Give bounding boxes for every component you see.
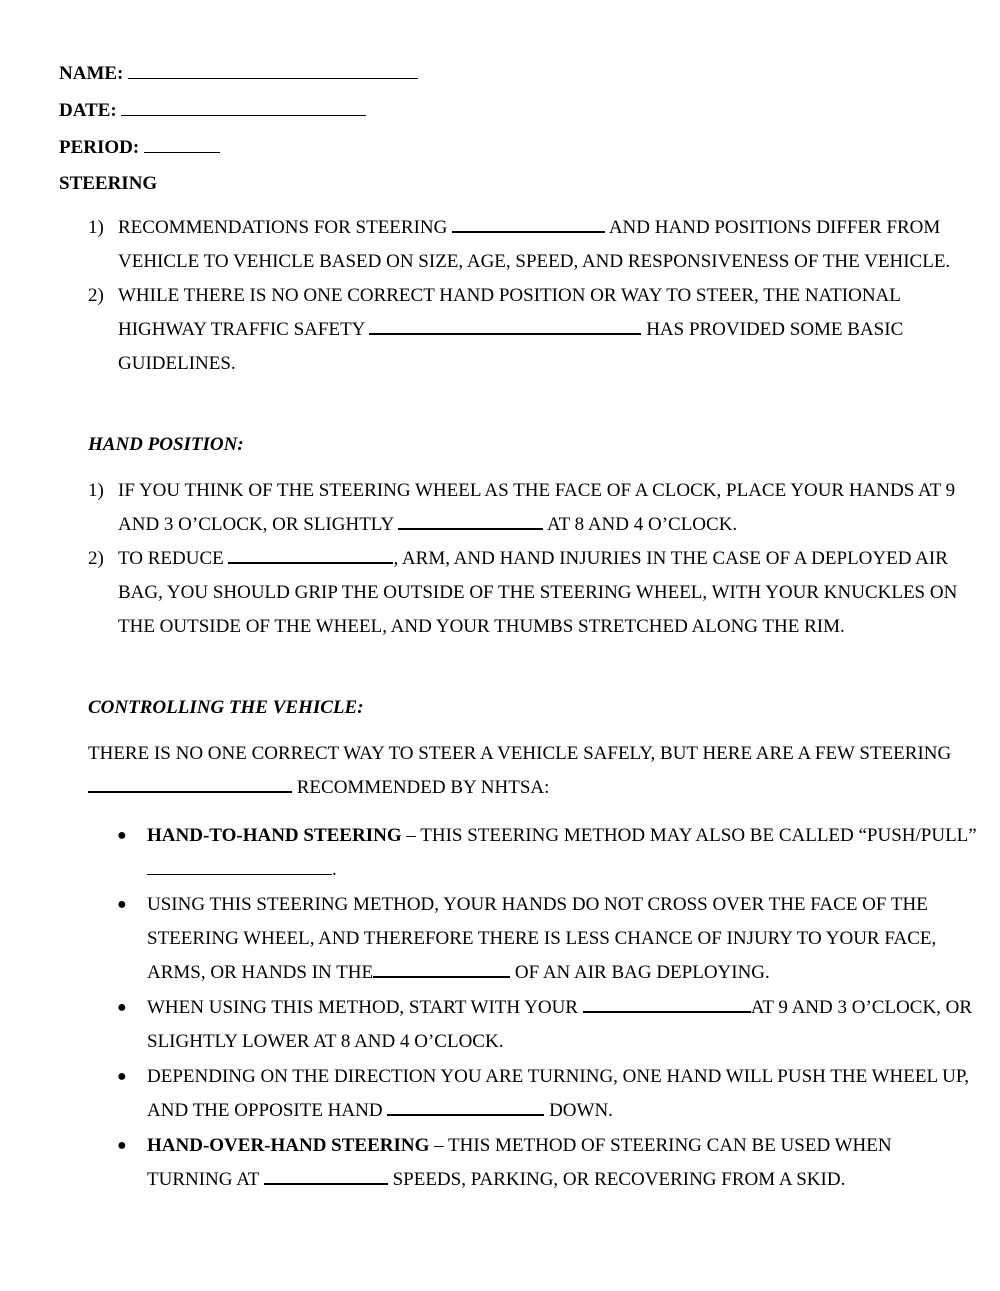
bullet-text: . [332,859,337,880]
slightly-blank[interactable] [398,510,543,530]
bullet-item [117,1129,977,1197]
bullet-text: SPEEDS, PARKING, OR RECOVERING FROM A SKID. [387,1169,846,1190]
bullet-bold-term: HAND-TO-HAND STEERING [147,825,402,846]
bullet-dot-icon: ● [117,896,127,913]
bullet-text: DEPENDING ON THE DIRECTION YOU ARE TURNING, ONE HAND WILL PUSH THE WHEEL UP, AND THE OPPOSITE HAND [147,1066,970,1121]
push-pull-blank[interactable] [147,856,332,875]
bullet-text: OF AN AIR BAG DEPLOYING. [510,962,770,983]
item-text: IF YOU THINK OF THE STEERING WHEEL AS THE FACE OF A CLOCK, PLACE YOUR HANDS AT 9 AND 3 O’CLOCK, OR SLIGHTLY [118,480,956,535]
reduce-blank[interactable] [228,544,393,564]
safety-blank[interactable] [369,315,641,335]
bullet-item [117,1060,977,1128]
date-label: DATE: [59,100,117,121]
list-item [88,542,968,644]
bullet-dot-icon: ● [117,1068,127,1085]
period-label: PERIOD: [59,137,140,158]
event-blank[interactable] [373,958,510,978]
item-text: RECOMMENDATIONS FOR STEERING [118,217,448,238]
bullet-text: AT 9 AND 3 O’CLOCK, OR SLIGHTLY LOWER AT 8 AND 4 O’CLOCK. [147,997,973,1052]
item-text: , ARM, AND HAND INJURIES IN THE CASE OF A DEPLOYED AIR BAG, YOU SHOULD GRIP THE OUTSIDE OF THE STEERING WHEEL, WITH YOUR KNUCKLES ON THE OUTSIDE OF THE WHEEL, AND YOUR THUMBS STRETCHED ALONG THE RIM. [118,548,958,637]
hand-position-heading: HAND POSITION: [88,434,244,455]
speeds-blank[interactable] [264,1165,388,1185]
controlling-heading: CONTROLLING THE VEHICLE: [88,697,364,718]
item-text: AT 8 AND 4 O’CLOCK. [546,514,738,535]
name-line [59,60,418,86]
period-blank[interactable] [144,134,220,153]
steering-blank[interactable] [452,213,605,233]
bullet-item [117,888,977,990]
bullet-text: DOWN. [544,1100,613,1121]
hands-blank[interactable] [583,993,751,1013]
controlling-paragraph [88,737,968,805]
bullet-dot-icon: ● [117,827,127,844]
bullet-item [117,991,977,1059]
item-text: HAS PROVIDED SOME BASIC GUIDELINES. [118,319,904,374]
item-text: TO REDUCE [118,548,224,569]
name-label: NAME: [59,63,124,84]
list-item [88,474,968,542]
intro-list [88,211,968,381]
name-blank[interactable] [128,60,418,79]
list-item [88,279,968,381]
item-number: 1) [88,480,104,501]
bullet-dot-icon: ● [117,999,127,1016]
bullet-text: – THIS STEERING METHOD MAY ALSO BE CALLED “PUSH/PULL” [401,825,977,846]
item-number: 2) [88,285,104,306]
item-number: 2) [88,548,104,569]
bullet-bold-term: HAND-OVER-HAND STEERING [147,1135,430,1156]
date-blank[interactable] [121,97,366,116]
steering-bullets [117,819,977,1198]
paragraph-text: RECOMMENDED BY NHTSA: [296,777,550,798]
pulls-blank[interactable] [387,1096,544,1116]
item-number: 1) [88,217,104,238]
item-text: WHILE THERE IS NO ONE CORRECT HAND POSITION OR WAY TO STEER, THE NATIONAL HIGHWAY TRAFFIC SAFETY [118,285,901,340]
date-line [59,97,366,123]
list-item [88,211,968,279]
item-text: AND HAND POSITIONS DIFFER FROM VEHICLE TO VEHICLE BASED ON SIZE, AGE, SPEED, AND RESPONSIVENESS OF THE VEHICLE. [118,217,951,272]
bullet-text: USING THIS STEERING METHOD, YOUR HANDS DO NOT CROSS OVER THE FACE OF THE STEERING WHEEL, AND THEREFORE THERE IS LESS CHANCE OF INJURY TO YOUR FACE, ARMS, OR HANDS IN THE [147,894,937,983]
paragraph-text: THERE IS NO ONE CORRECT WAY TO STEER A VEHICLE SAFELY, BUT HERE ARE A FEW STEERING [88,743,952,764]
bullet-item [117,819,977,887]
bullet-dot-icon: ● [117,1137,127,1154]
bullet-text: WHEN USING THIS METHOD, START WITH YOUR [147,997,578,1018]
methods-blank[interactable] [88,773,292,793]
period-line [59,134,220,160]
page-title: STEERING [59,173,158,194]
hand-position-list [88,474,968,644]
bullet-text: – THIS METHOD OF STEERING CAN BE USED WHEN TURNING AT [147,1135,892,1190]
